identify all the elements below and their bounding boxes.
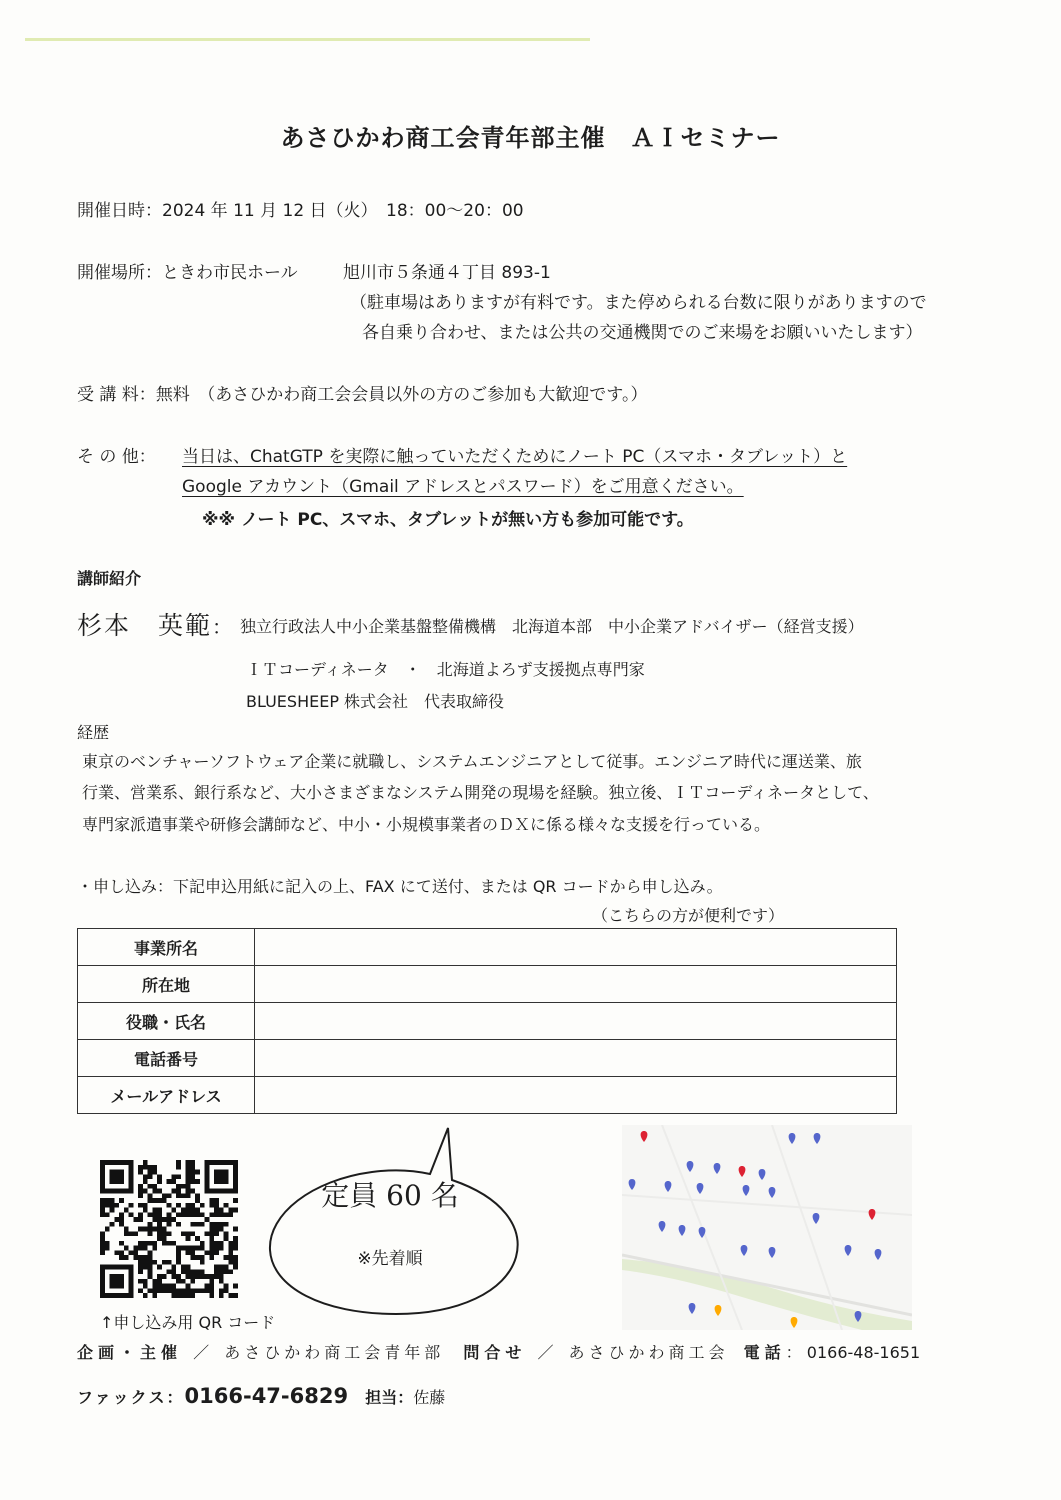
career-line1: 東京のベンチャーソフトウェア企業に就職し、システムエンジニアとして従事。エンジニア時代に運送業、旅 <box>82 752 862 771</box>
form-row-email <box>78 1077 897 1114</box>
other-line3: ※※ ノート PC、スマホ、タブレットが無い方も参加可能です。 <box>202 510 694 530</box>
other-label: そ の 他： <box>77 447 156 467</box>
career-line3: 専門家派遣事業や研修会講師など、中小・小規模事業者のＤＸに係る様々な支援を行っている。 <box>82 815 771 834</box>
footer-tel-label: 電話 <box>743 1343 786 1362</box>
footer-line1 <box>77 1340 920 1363</box>
footer-inquiry: あさひかわ商工会 <box>568 1343 729 1362</box>
instructor-name: 杉本 英範 <box>77 611 213 640</box>
application-line1: ・申し込み：下記申込用紙に記入の上、FAX にて送付、または QR コードから申し込み。 <box>77 877 723 896</box>
instructor-name-row <box>77 606 232 642</box>
capacity-text: 定員 60 名 <box>321 1179 459 1212</box>
form-row-position-name <box>78 1003 897 1040</box>
form-field-email[interactable] <box>255 1077 897 1114</box>
footer-fax-label: ファックス： <box>77 1388 185 1407</box>
venue-address: 旭川市５条通４丁目 893-1 <box>343 263 551 283</box>
venue-row <box>77 258 298 283</box>
form-label-position-name: 役職・氏名 <box>78 1003 255 1040</box>
fee-label: 受 講 料： <box>77 385 156 405</box>
footer-slash-2: ／ <box>537 1343 558 1362</box>
venue-place: ときわ市民ホール <box>162 263 298 283</box>
schedule-row <box>77 196 524 221</box>
form-label-address: 所在地 <box>78 966 255 1003</box>
schedule-label: 開催日時： <box>77 201 162 221</box>
instructor-title1: 独立行政法人中小企業基盤整備機構 北海道本部 中小企業アドバイザー（経営支援） <box>240 617 864 636</box>
footer-tel-colon: ： <box>785 1343 802 1362</box>
form-row-address <box>78 966 897 1003</box>
venue-label: 開催場所： <box>77 263 162 283</box>
map-image[interactable] <box>622 1125 912 1330</box>
fee-row <box>77 380 647 405</box>
form-row-business-name <box>78 929 897 966</box>
application-line2: （こちらの方が便利です） <box>592 906 785 925</box>
form-label-phone: 電話番号 <box>78 1040 255 1077</box>
schedule-value: 2024 年 11 月 12 日（火） 18：00～20：00 <box>162 201 524 221</box>
form-label-email: メールアドレス <box>78 1077 255 1114</box>
instructor-title2: ＩＴコーディネータ ・ 北海道よろず支援拠点専門家 <box>246 660 645 679</box>
footer-tel: 0166-48-1651 <box>806 1343 921 1362</box>
capacity-note: ※先着順 <box>357 1249 423 1269</box>
form-field-business-name[interactable] <box>255 929 897 966</box>
venue-note-line2: 各自乗り合わせ、または公共の交通機関でのご来場をお願いいたします） <box>362 323 923 343</box>
page-title: あさひかわ商工会青年部主催 ＡＩセミナー <box>280 124 781 152</box>
instructor-title3: BLUESHEEP 株式会社 代表取締役 <box>246 692 505 711</box>
footer-fax: 0166-47-6829 <box>184 1384 349 1408</box>
career-line2: 行業、営業系、銀行系など、大小さまざまなシステム開発の現場を経験。独立後、ＩＴコーディネータとして、 <box>82 783 879 802</box>
footer-contact-label: 担当： <box>365 1388 414 1407</box>
speech-bubble-shape <box>262 1122 532 1318</box>
instructor-colon: ： <box>212 615 233 639</box>
form-field-phone[interactable] <box>255 1040 897 1077</box>
qr-caption: ↑申し込み用 QR コード <box>100 1313 276 1332</box>
other-line2: Google アカウント（Gmail アドレスとパスワード）をご用意ください。 <box>182 477 744 497</box>
career-heading: 経歴 <box>77 723 110 742</box>
footer-line2 <box>77 1384 445 1408</box>
footer-organizer-label: 企画・主催 <box>77 1343 183 1362</box>
form-field-position-name[interactable] <box>255 1003 897 1040</box>
fee-value: 無料 （あさひかわ商工会会員以外の方のご参加も大歓迎です。） <box>155 385 648 405</box>
top-scan-line <box>25 38 590 41</box>
instructor-heading: 講師紹介 <box>77 569 142 588</box>
venue-note-line1: （駐車場はありますが有料です。また停められる台数に限りがありますので <box>350 293 927 313</box>
qr-code-icon[interactable] <box>100 1160 238 1298</box>
form-row-phone <box>78 1040 897 1077</box>
application-form-table <box>77 928 897 1114</box>
other-line1: 当日は、ChatGTP を実際に触っていただくためにノート PC（スマホ・タブレット）と <box>182 447 848 467</box>
footer-organizer: あさひかわ商工会青年部 <box>224 1343 445 1362</box>
form-field-address[interactable] <box>255 966 897 1003</box>
footer-contact: 佐藤 <box>413 1388 446 1407</box>
footer-inquiry-label: 問合せ <box>463 1343 527 1362</box>
form-label-business-name: 事業所名 <box>78 929 255 966</box>
footer-slash-1: ／ <box>193 1343 214 1362</box>
